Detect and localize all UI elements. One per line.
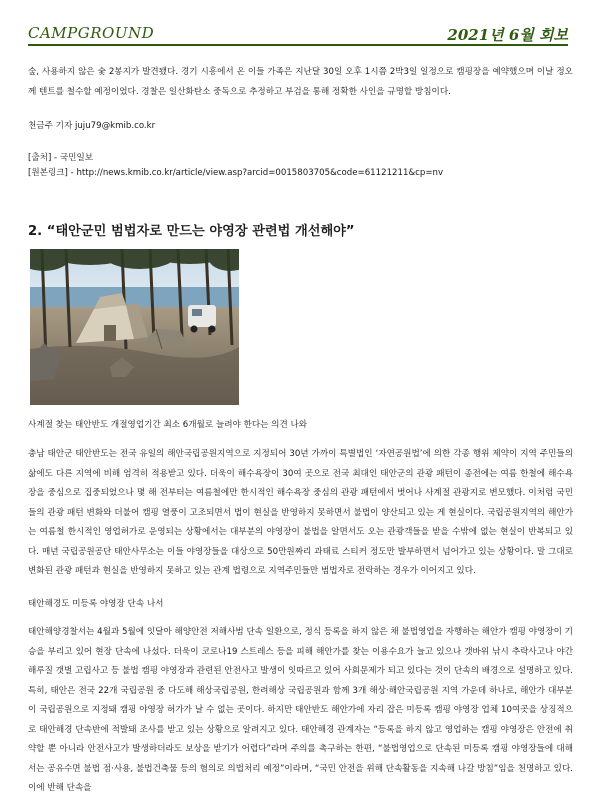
- link-line: [28, 164, 573, 184]
- article2-paragraph-2: 태안해양경찰서는 4월과 5월에 잇달아 해양안전 저해사범 단속 일환으로, 정식 등록을 하지 않은 채 불법영업을 자행하는 해안가 캠핑 야영장이 기승을 부리고 있어 현장 단속에 나섰다. 더욱이 코로나19 스트레스 등을 피해 해안가를 찾는 이용수요가 늘고 있으나 갯바위 낚시 추락사고나 야간 해루질 갯벌 고립사고 등 불법 캠핑 야영장과 관련된 안전사고 발생이 잇따르고 있어 사회문제가 되고 있다는 것이 단속의 배경으로 설명하고 있다. 특히, 태안은 전국 22개 국립공원 중 다도해 해상국립공원, 한려해상 국립공원과 함께 3개 해상·해안국립공원 지역 가운데 하나로, 해안가 대부분이 국립공원으로 지정돼 캠핑 야영장 허가가 날 수 없는 곳이다. 하지만 태안반도 해안가에 자리 잡은 미등록 캠핑 야영장 업체 10여곳을 상징적으로 태안해경 단속반에 적발돼 조사를 받고 있는 상황으로 알려지고 있다. 태안해경 관계자는 “등록을 하지 않고 영업하는 캠핑 야영장은 안전에 취약할 뿐 아니라 안전사고가 발생하더라도 보상을 받기가 어렵다”라며 주의를 촉구하는 한편, “불법영업으로 단속된 미등록 캠핑 야영장들에 대해서는 공유수면 불법 점·사용, 불법건축물 등의 혐의로 의법처리 예정”이라며, “국민 안전을 위해 단속활동을 지속해 나갈 방침”임을 천명하고 있다. 이에 반해 단속을: [28, 627, 573, 793]
- article1-paragraph: 숲, 사용하지 않은 숯 2봉지가 발견됐다. 경기 시흥에서 온 이들 가족은 지난달 30일 오후 1시쯤 2박3일 일정으로 캠핑장을 예약했으며 이날 정오께 텐트를 철수할 예정이었다. 경찰은 일산화탄소 중독으로 추정하고 부검을 통해 정확한 사인을 규명할 방침이다.: [28, 67, 573, 97]
- header-rule: [28, 44, 568, 46]
- article2-paragraph-1: 충남 태안군 태안반도는 전국 유일의 해안국립공원지역으로 지정되어 30년 가까이 특별법인 ‘자연공원법’에 의한 각종 행위 제약이 지역 주민들의 삶에도 다른 지역에 비해 엄격히 적용받고 있다. 더욱이 해수욕장이 30여 곳으로 전국 최대인 태안군의 관광 패턴이 종전에는 여름 한철에 해수욕장을 중심으로 집중되었으나 몇 해 전부터는 여름철에만 한시적인 해수욕장 중심의 관광 패턴에서 벗어나 사계절 관광지로 변모했다. 이처럼 국민들의 관광 패턴 변화와 더불어 캠핑 열풍이 고조되면서 법이 현실을 반영하지 못하면서 불법이 양산되고 있는 게 현실이다. 국립공원지역의 해안가는 여름철 한시적인 영업허가로 운영되는 상황에서는 대부분의 야영장이 불법을 알면서도 오는 관광객들을 받을 수밖에 없는 현실이 반복되고 있다. 매년 국립공원공단 태안사무소는 이들 야영장들을 대상으로 50만원짜리 과태료 스티커 정도만 발부하면서 넘어가고 있는 상황이다. 말 그대로 변화된 관광 패턴과 현실을 반영하지 못하고 있는 관계 법령으로 지역주민들만 범법자로 전락하는 경우가 이어지고 있다.: [28, 449, 573, 576]
- source-value: - 국민일보: [51, 153, 94, 163]
- campsite-photo: [30, 249, 239, 405]
- reporter-line: 천금주 기자 juju79@kmib.co.kr: [28, 121, 156, 131]
- issue-label: 2021년 6월 회보: [447, 26, 568, 44]
- link-label: [원본링크]: [28, 168, 68, 178]
- page-header: [28, 24, 568, 46]
- article2-subheading: 태안해경도 미등록 야영장 단속 나서: [28, 599, 164, 609]
- source-label: [출처]: [28, 153, 52, 163]
- article2-title: 2. “태안군민 범법자로 만드는 야영장 관련법 개선해야”: [28, 224, 355, 239]
- photo-caption: 사계절 찾는 태안반도 개절영업기간 최소 6개월로 늘려야 한다는 의견 나와: [28, 420, 308, 430]
- brand-title: CAMPGROUND: [28, 24, 155, 42]
- link-url[interactable]: - http://news.kmib.co.kr/article/view.asp?arcid=0015803705&code=61121211&cp=nv: [67, 168, 444, 178]
